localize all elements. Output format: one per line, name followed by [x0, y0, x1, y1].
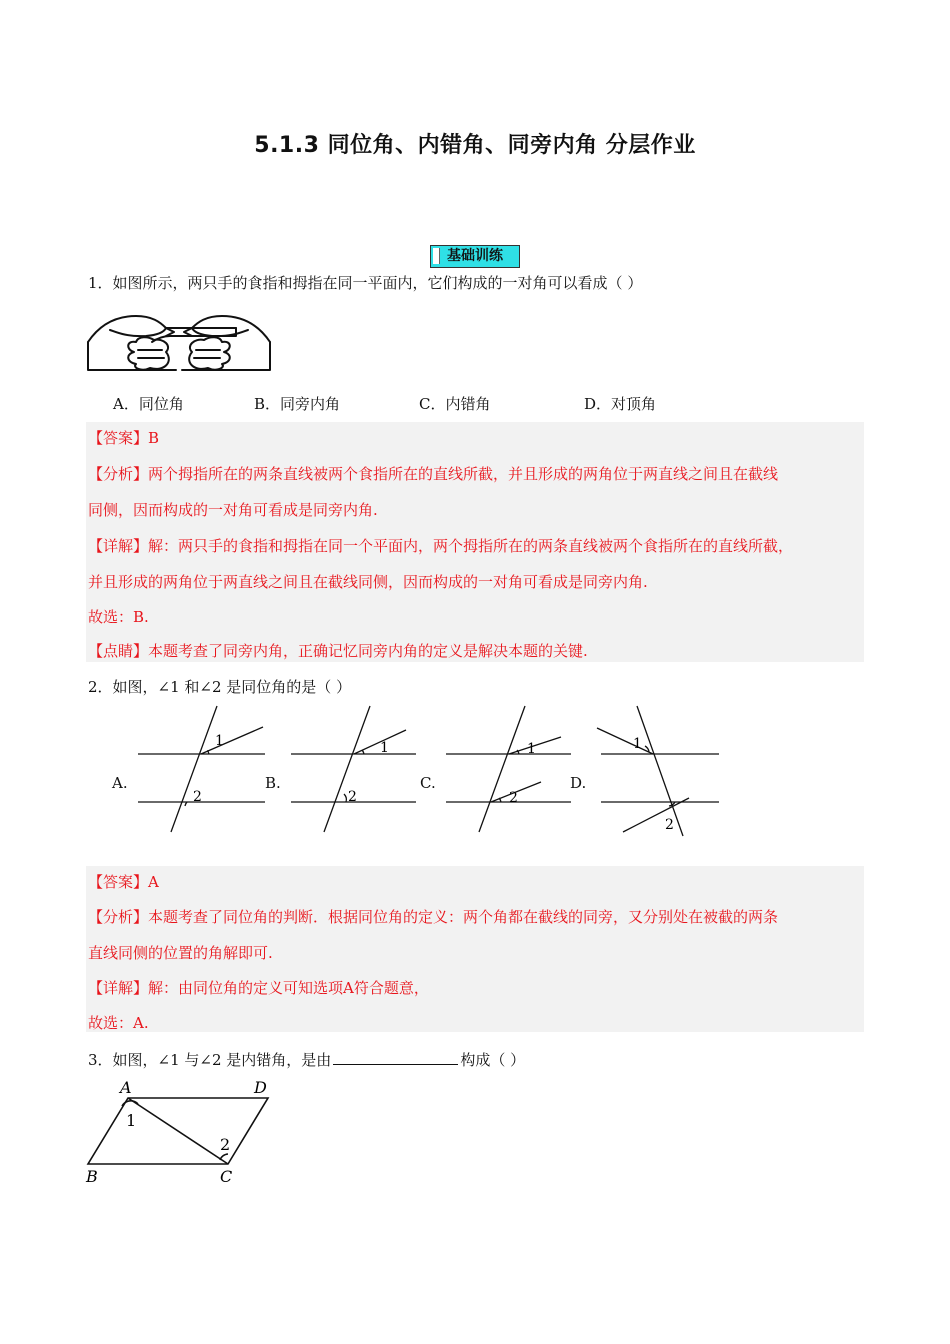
- q1-analysis: 【分析】两个拇指所在的两条直线被两个食指所在的直线所截，并且形成的两角位于两直线之间且在截线: [88, 465, 779, 483]
- question-3-stem: [88, 1049, 525, 1070]
- section-label: 基础训练: [447, 248, 503, 264]
- q3-parallelogram-figure: [82, 1074, 282, 1190]
- q1-answer: 【答案】B: [88, 429, 160, 447]
- section-badge: [430, 245, 520, 268]
- q2-detail: 【详解】解：由同位角的定义可知选项A符合题意，: [88, 979, 429, 997]
- q3-point-a: A: [120, 1078, 132, 1097]
- q2-c-angle-1: 1: [527, 741, 536, 757]
- badge-marker: [433, 248, 440, 264]
- q2-d-angle-2: 2: [665, 817, 674, 833]
- q3-stem-b: 构成（ ）: [460, 1051, 526, 1069]
- q2-option-c[interactable]: C.: [420, 774, 436, 792]
- q1-option-b[interactable]: B．同旁内角: [254, 395, 341, 413]
- q3-point-c: C: [220, 1167, 233, 1186]
- q1-choice: 故选：B.: [88, 608, 149, 626]
- question-2-stem: 2．如图，∠1 和∠2 是同位角的是（ ）: [88, 678, 352, 696]
- q3-angle-2: 2: [220, 1135, 231, 1154]
- q1-answer-box: [86, 422, 864, 662]
- q2-option-d[interactable]: D.: [570, 774, 587, 792]
- q2-b-angle-1: 1: [380, 740, 389, 756]
- q3-point-b: B: [86, 1167, 98, 1186]
- q2-a-angle-2: 2: [193, 789, 202, 805]
- q1-detail-cont: 并且形成的两角位于两直线之间且在截线同侧，因而构成的一对角可看成是同旁内角.: [88, 573, 648, 591]
- q2-figure-b: [288, 702, 423, 837]
- q2-d-angle-1: 1: [633, 736, 642, 752]
- q1-option-d[interactable]: D．对顶角: [584, 395, 657, 413]
- q2-option-b[interactable]: B.: [265, 774, 281, 792]
- q2-figure-d: [593, 702, 728, 837]
- q2-a-angle-1: 1: [215, 733, 224, 749]
- q3-point-d: D: [254, 1078, 267, 1097]
- q2-option-a[interactable]: A.: [112, 774, 128, 792]
- q1-comment: 【点睛】本题考查了同旁内角，正确记忆同旁内角的定义是解决本题的关键.: [88, 642, 588, 660]
- page-title: 5.1.3 同位角、内错角、同旁内角 分层作业: [254, 133, 696, 158]
- q1-option-a[interactable]: A．同位角: [113, 395, 184, 413]
- q3-stem-a: 3．如图，∠1 与∠2 是内错角，是由: [88, 1051, 332, 1069]
- q2-figure-c: [443, 702, 578, 837]
- q2-c-angle-2: 2: [509, 790, 518, 806]
- q2-choice: 故选：A.: [88, 1014, 149, 1032]
- q3-angle-1: 1: [126, 1111, 137, 1130]
- question-1-stem: 1．如图所示，两只手的食指和拇指在同一平面内，它们构成的一对角可以看成（ ）: [88, 274, 643, 292]
- q1-analysis-cont: 同侧，因而构成的一对角可看成是同旁内角.: [88, 501, 378, 519]
- hands-figure: [86, 302, 272, 378]
- q1-option-c[interactable]: C．内错角: [419, 395, 491, 413]
- q2-b-angle-2: 2: [348, 789, 357, 805]
- q2-analysis-cont: 直线同侧的位置的角解即可.: [88, 944, 273, 962]
- q1-detail: 【详解】解：两只手的食指和拇指在同一个平面内，两个拇指所在的两条直线被两个食指所在的直线所截，: [88, 537, 794, 555]
- q2-analysis: 【分析】本题考查了同位角的判断．根据同位角的定义：两个角都在截线的同旁，又分别处在被截的两条: [88, 908, 779, 926]
- q2-answer: 【答案】A: [88, 873, 159, 891]
- q2-figure-a: [135, 702, 270, 837]
- q3-answer-blank[interactable]: [333, 1050, 458, 1065]
- q2-answer-box: [86, 866, 864, 1032]
